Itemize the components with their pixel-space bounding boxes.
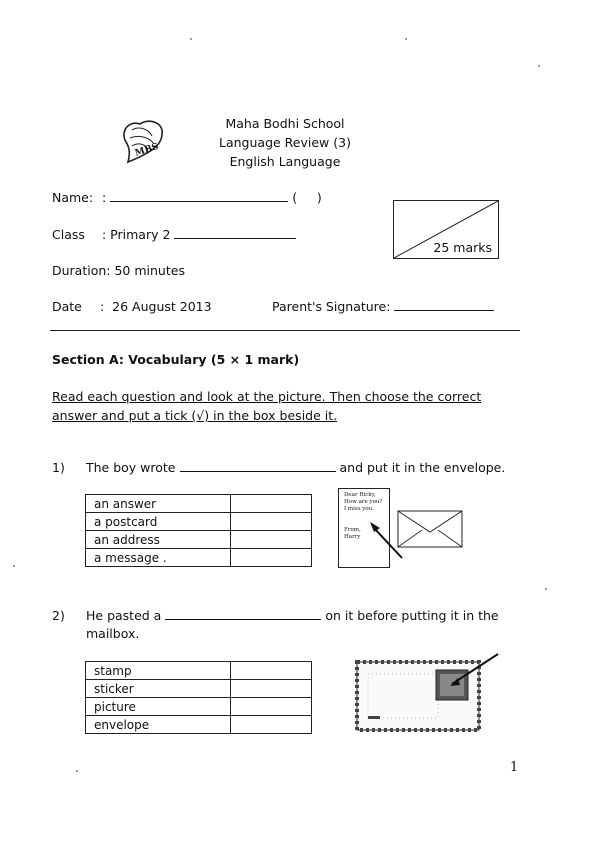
duration-text: Duration: 50 minutes xyxy=(52,263,185,278)
tick-box[interactable] xyxy=(231,549,312,567)
question-1-text: The boy wrote and put it in the envelope. xyxy=(86,460,506,475)
section-title: Section A: Vocabulary (5 × 1 mark) xyxy=(52,352,300,367)
date-label: Date xyxy=(52,299,82,314)
question-2-text: He pasted a on it before putting it in the xyxy=(86,608,499,623)
option-label: a postcard xyxy=(86,513,231,531)
header-divider xyxy=(50,330,520,331)
option-row xyxy=(86,716,312,734)
option-label: stamp xyxy=(86,662,231,680)
logo-text: MBS xyxy=(133,141,160,159)
index-paren: ( ) xyxy=(292,190,322,205)
signature-field[interactable]: Parent's Signature: xyxy=(272,299,494,314)
question-2-number: 2) xyxy=(52,608,65,623)
tick-box[interactable] xyxy=(231,513,312,531)
tick-box[interactable] xyxy=(231,698,312,716)
scan-speck xyxy=(13,565,15,567)
option-row xyxy=(86,531,312,549)
option-row xyxy=(86,513,312,531)
postcard-picture: Dear Ricky, How are you? I miss you. From, Harry xyxy=(338,488,390,568)
school-logo xyxy=(118,116,170,166)
class-label: Class xyxy=(52,227,85,242)
name-label: Name: xyxy=(52,190,94,205)
option-row xyxy=(86,495,312,513)
stamped-envelope-picture xyxy=(354,652,500,734)
school-name: Maha Bodhi School xyxy=(225,116,345,131)
option-row xyxy=(86,549,312,567)
scan-speck xyxy=(545,588,547,590)
marks-box xyxy=(393,200,499,259)
date-value: : 26 August 2013 xyxy=(100,299,212,314)
page-number: 1 xyxy=(510,760,519,775)
option-label: sticker xyxy=(86,680,231,698)
instruction-line-2: answer and put a tick (√) in the box beside it. xyxy=(52,408,338,423)
option-row xyxy=(86,680,312,698)
subject-title: English Language xyxy=(229,154,341,169)
envelope-picture xyxy=(366,508,466,570)
marks-total: 25 marks xyxy=(433,240,492,255)
tick-box[interactable] xyxy=(231,531,312,549)
review-title: Language Review (3) xyxy=(219,135,351,150)
question-1-options xyxy=(85,494,312,567)
name-field[interactable]: : ( ) xyxy=(102,190,322,205)
option-label: picture xyxy=(86,698,231,716)
class-field[interactable]: : Primary 2 xyxy=(102,227,296,242)
section-instruction xyxy=(52,387,522,425)
tick-box[interactable] xyxy=(231,495,312,513)
option-row xyxy=(86,698,312,716)
tick-box[interactable] xyxy=(231,680,312,698)
option-label: a message . xyxy=(86,549,231,567)
scan-speck xyxy=(405,38,407,40)
question-2-text-line2: mailbox. xyxy=(86,626,140,641)
option-label: envelope xyxy=(86,716,231,734)
tick-box[interactable] xyxy=(231,716,312,734)
scan-speck xyxy=(538,65,540,67)
instruction-line-1: Read each question and look at the picture. Then choose the correct xyxy=(52,389,482,404)
scan-speck xyxy=(190,38,192,40)
scan-speck xyxy=(76,770,78,772)
option-label: an answer xyxy=(86,495,231,513)
tick-box[interactable] xyxy=(231,662,312,680)
question-2-options xyxy=(85,661,312,734)
option-label: an address xyxy=(86,531,231,549)
option-row xyxy=(86,662,312,680)
question-1-number: 1) xyxy=(52,460,65,475)
